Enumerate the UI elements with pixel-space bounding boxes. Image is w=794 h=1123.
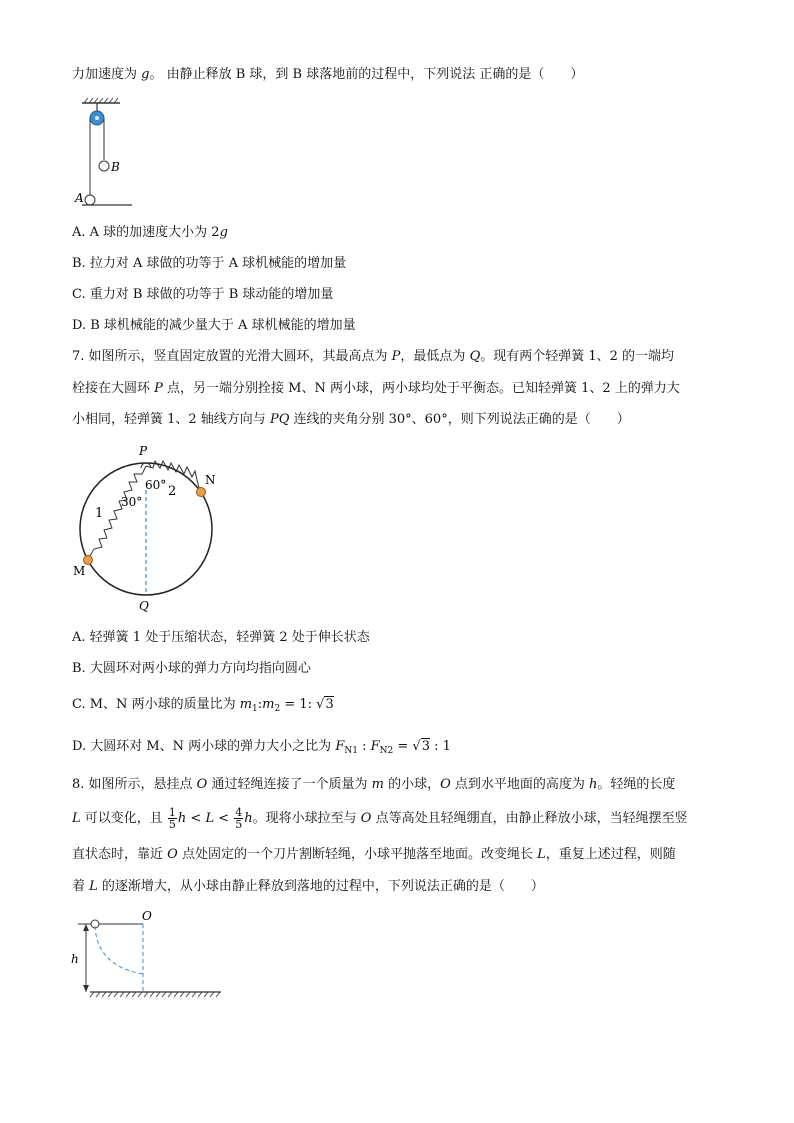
q6-option-a: A. A 球的加速度大小为 2g bbox=[72, 225, 228, 240]
q6-option-c: C. 重力对 B 球做的功等于 B 球动能的增加量 bbox=[72, 287, 334, 302]
q6-option-d: D. B 球机械能的减少量大于 A 球机械能的增加量 bbox=[72, 318, 356, 333]
q8-fraction-2: $\frac{4}{5}$ bbox=[235, 806, 243, 831]
q8-label-o: O bbox=[142, 909, 152, 923]
q7-label-q: Q bbox=[139, 599, 149, 613]
q7-spring-2-label: 2 bbox=[168, 484, 177, 499]
q7-stem-line-1: 7. 如图所示，竖直固定放置的光滑大圆环，其最高点为 P，最低点为 Q。现有两个轻弹簧 1、2 的一端均 bbox=[72, 349, 675, 364]
q6-label-b: B bbox=[111, 160, 120, 174]
q8-stem-line-4: 着 L 的逐渐增大，从小球由静止释放到落地的过程中，下列说法正确的是（ ） bbox=[72, 879, 544, 894]
q7-label-m: M bbox=[73, 564, 86, 578]
q7-ball-n bbox=[197, 488, 206, 497]
q6-ball-a bbox=[85, 195, 95, 205]
q7-stem-line-3: 小相同，轻弹簧 1、2 轴线方向与 PQ 连线的夹角分别 30°、60°，则下列说法正确的是（ ） bbox=[72, 412, 630, 427]
q7-option-c: C. M、N 两小球的质量比为 $m_1:m_2 = 1$: √3 bbox=[72, 697, 334, 714]
q7-label-p: P bbox=[139, 444, 148, 458]
q7-option-d: D. 大圆环对 M、N 两小球的弹力大小之比为 $F_{N1}$ : $F_{N2} = √3$ : 1 bbox=[72, 739, 451, 756]
q6-label-a: A bbox=[75, 191, 84, 205]
q6-ball-b bbox=[99, 161, 109, 171]
q7-option-a: A. 轻弹簧 1 处于压缩状态，轻弹簧 2 处于伸长状态 bbox=[72, 630, 370, 645]
q7-ring-figure bbox=[68, 438, 228, 614]
q7-angle-60: 60° bbox=[145, 478, 167, 492]
q6-option-b: B. 拉力对 A 球做的功等于 A 球机械能的增加量 bbox=[72, 256, 347, 271]
q8-swing-arc bbox=[95, 926, 143, 974]
q7-option-b: B. 大圆环对两小球的弹力方向均指向圆心 bbox=[72, 661, 311, 676]
q7-spring-1-label: 1 bbox=[95, 506, 104, 521]
q8-pendulum-figure bbox=[66, 908, 226, 1000]
q8-stem-line-2: L 可以变化，且 $\frac{1}{5}$ h < L < $\frac{4}{5}$ h。现将小球拉至与 O 点等高处且轻绳绷直，由静止释放小球，当轻绳摆至竖 bbox=[72, 806, 688, 831]
q8-stem-line-1: 8. 如图所示，悬挂点 O 通过轻绳连接了一个质量为 m 的小球，O 点到水平地面的高度为 h。轻绳的长度 bbox=[72, 777, 676, 792]
q7-angle-30: 30° bbox=[121, 495, 143, 509]
q7-label-n: N bbox=[205, 473, 216, 487]
q8-stem-line-3: 直状态时，靠近 O 点处固定的一个刀片割断轻绳，小球平抛落至地面。改变绳长 L，重复上述过程，则随 bbox=[72, 847, 676, 862]
q8-fraction-1: $\frac{1}{5}$ bbox=[168, 806, 176, 831]
q8-label-h: h bbox=[71, 952, 79, 966]
q7-stem-line-2: 栓接在大圆环 P 点，另一端分别拴接 M、N 两小球，两小球均处于平衡态。已知轻弹簧 1、2 上的弹力大 bbox=[72, 381, 680, 396]
q6-stem: 力加速度为 g。 由静止释放 B 球，到 B 球落地前的过程中，下列说法 正确的是（ ） bbox=[72, 67, 584, 82]
q6-pulley-figure bbox=[72, 96, 142, 211]
